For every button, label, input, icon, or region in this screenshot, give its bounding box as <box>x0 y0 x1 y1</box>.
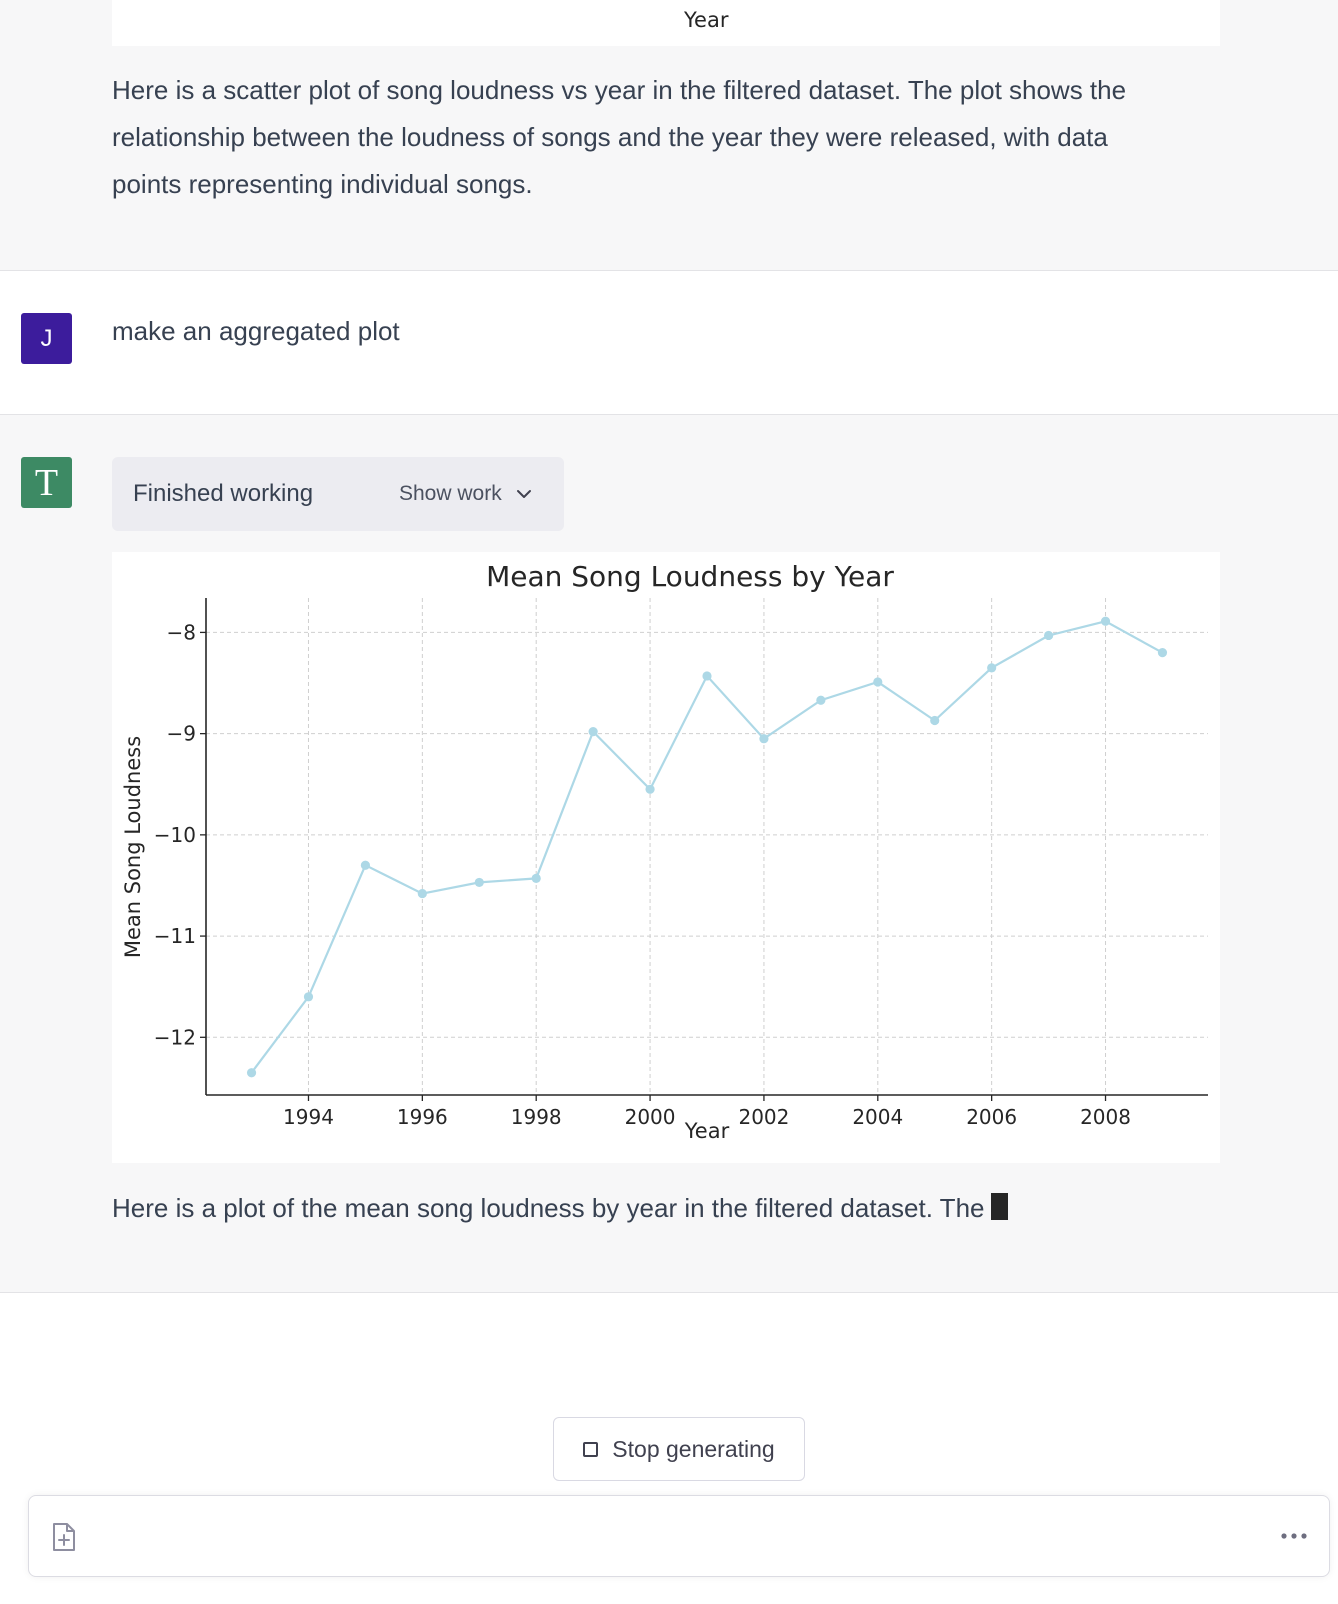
data-point <box>418 889 427 898</box>
x-tick-label: 2008 <box>1080 1105 1131 1129</box>
loudness-series-line <box>252 621 1163 1072</box>
message-input-box <box>28 1495 1330 1577</box>
work-status-panel <box>112 457 564 531</box>
x-tick-label: 2006 <box>966 1105 1018 1129</box>
loudness-chart-card <box>112 552 1220 1163</box>
stop-generating-label: Stop generating <box>612 1435 775 1462</box>
show-work-label: Show work <box>399 482 502 505</box>
show-work-toggle[interactable] <box>399 482 532 506</box>
message-line: relationship between the loudness of songs and the year they were released, with data <box>112 122 1108 152</box>
data-point <box>247 1068 256 1077</box>
x-tick-label: 1994 <box>283 1105 334 1129</box>
x-tick-label: 1996 <box>396 1105 448 1129</box>
y-axis-label: Mean Song Loudness <box>121 735 145 959</box>
message-input[interactable] <box>99 1514 1249 1560</box>
data-point <box>304 992 313 1001</box>
y-tick-label: −11 <box>153 924 196 949</box>
streaming-text: Here is a plot of the mean song loudness by year in the filtered dataset. The <box>112 1193 985 1223</box>
y-tick-label: −9 <box>166 721 196 746</box>
data-point <box>532 874 541 883</box>
y-tick-label: −10 <box>153 822 196 847</box>
assistant-message-text <box>112 67 1222 208</box>
data-point <box>987 663 996 672</box>
data-point <box>1158 648 1167 657</box>
stop-generating-button[interactable] <box>553 1417 805 1481</box>
chevron-down-icon <box>516 486 532 502</box>
x-tick-label: 2004 <box>852 1105 904 1129</box>
assistant-avatar: T <box>21 457 72 508</box>
data-point <box>475 878 484 887</box>
message-line: Here is a scatter plot of song loudness vs year in the filtered dataset. The plot shows the <box>112 75 1127 105</box>
data-point <box>589 727 598 736</box>
x-tick-label: 1998 <box>510 1105 562 1129</box>
chart-title: Mean Song Loudness by Year <box>486 560 894 593</box>
message-divider <box>0 1292 1338 1293</box>
data-point <box>361 861 370 870</box>
x-tick-label: 2002 <box>738 1105 790 1129</box>
data-point <box>759 734 768 743</box>
y-tick-label: −12 <box>153 1025 196 1050</box>
more-options-icon[interactable] <box>1279 1526 1309 1546</box>
previous-chart-card <box>112 0 1220 46</box>
loudness-line-chart <box>112 552 1220 1163</box>
user-avatar: J <box>21 313 72 364</box>
data-point <box>645 785 654 794</box>
data-point <box>873 677 882 686</box>
work-status-label: Finished working <box>133 480 314 507</box>
data-point <box>1044 631 1053 640</box>
user-message <box>0 271 1338 414</box>
y-tick-label: −8 <box>166 620 196 645</box>
user-message-text: make an aggregated plot <box>112 316 400 346</box>
x-axis-label: Year <box>684 1119 730 1143</box>
attach-file-icon[interactable] <box>51 1522 77 1552</box>
data-point <box>816 696 825 705</box>
data-point <box>1101 617 1110 626</box>
assistant-message-previous <box>0 0 1338 270</box>
previous-chart-xlabel: Year <box>684 8 729 32</box>
typing-cursor <box>991 1193 1008 1220</box>
message-line: points representing individual songs. <box>112 169 533 199</box>
assistant-streaming-text <box>112 1185 1222 1232</box>
x-tick-label: 2000 <box>624 1105 676 1129</box>
data-point <box>930 716 939 725</box>
data-point <box>702 671 711 680</box>
stop-icon <box>583 1442 598 1457</box>
